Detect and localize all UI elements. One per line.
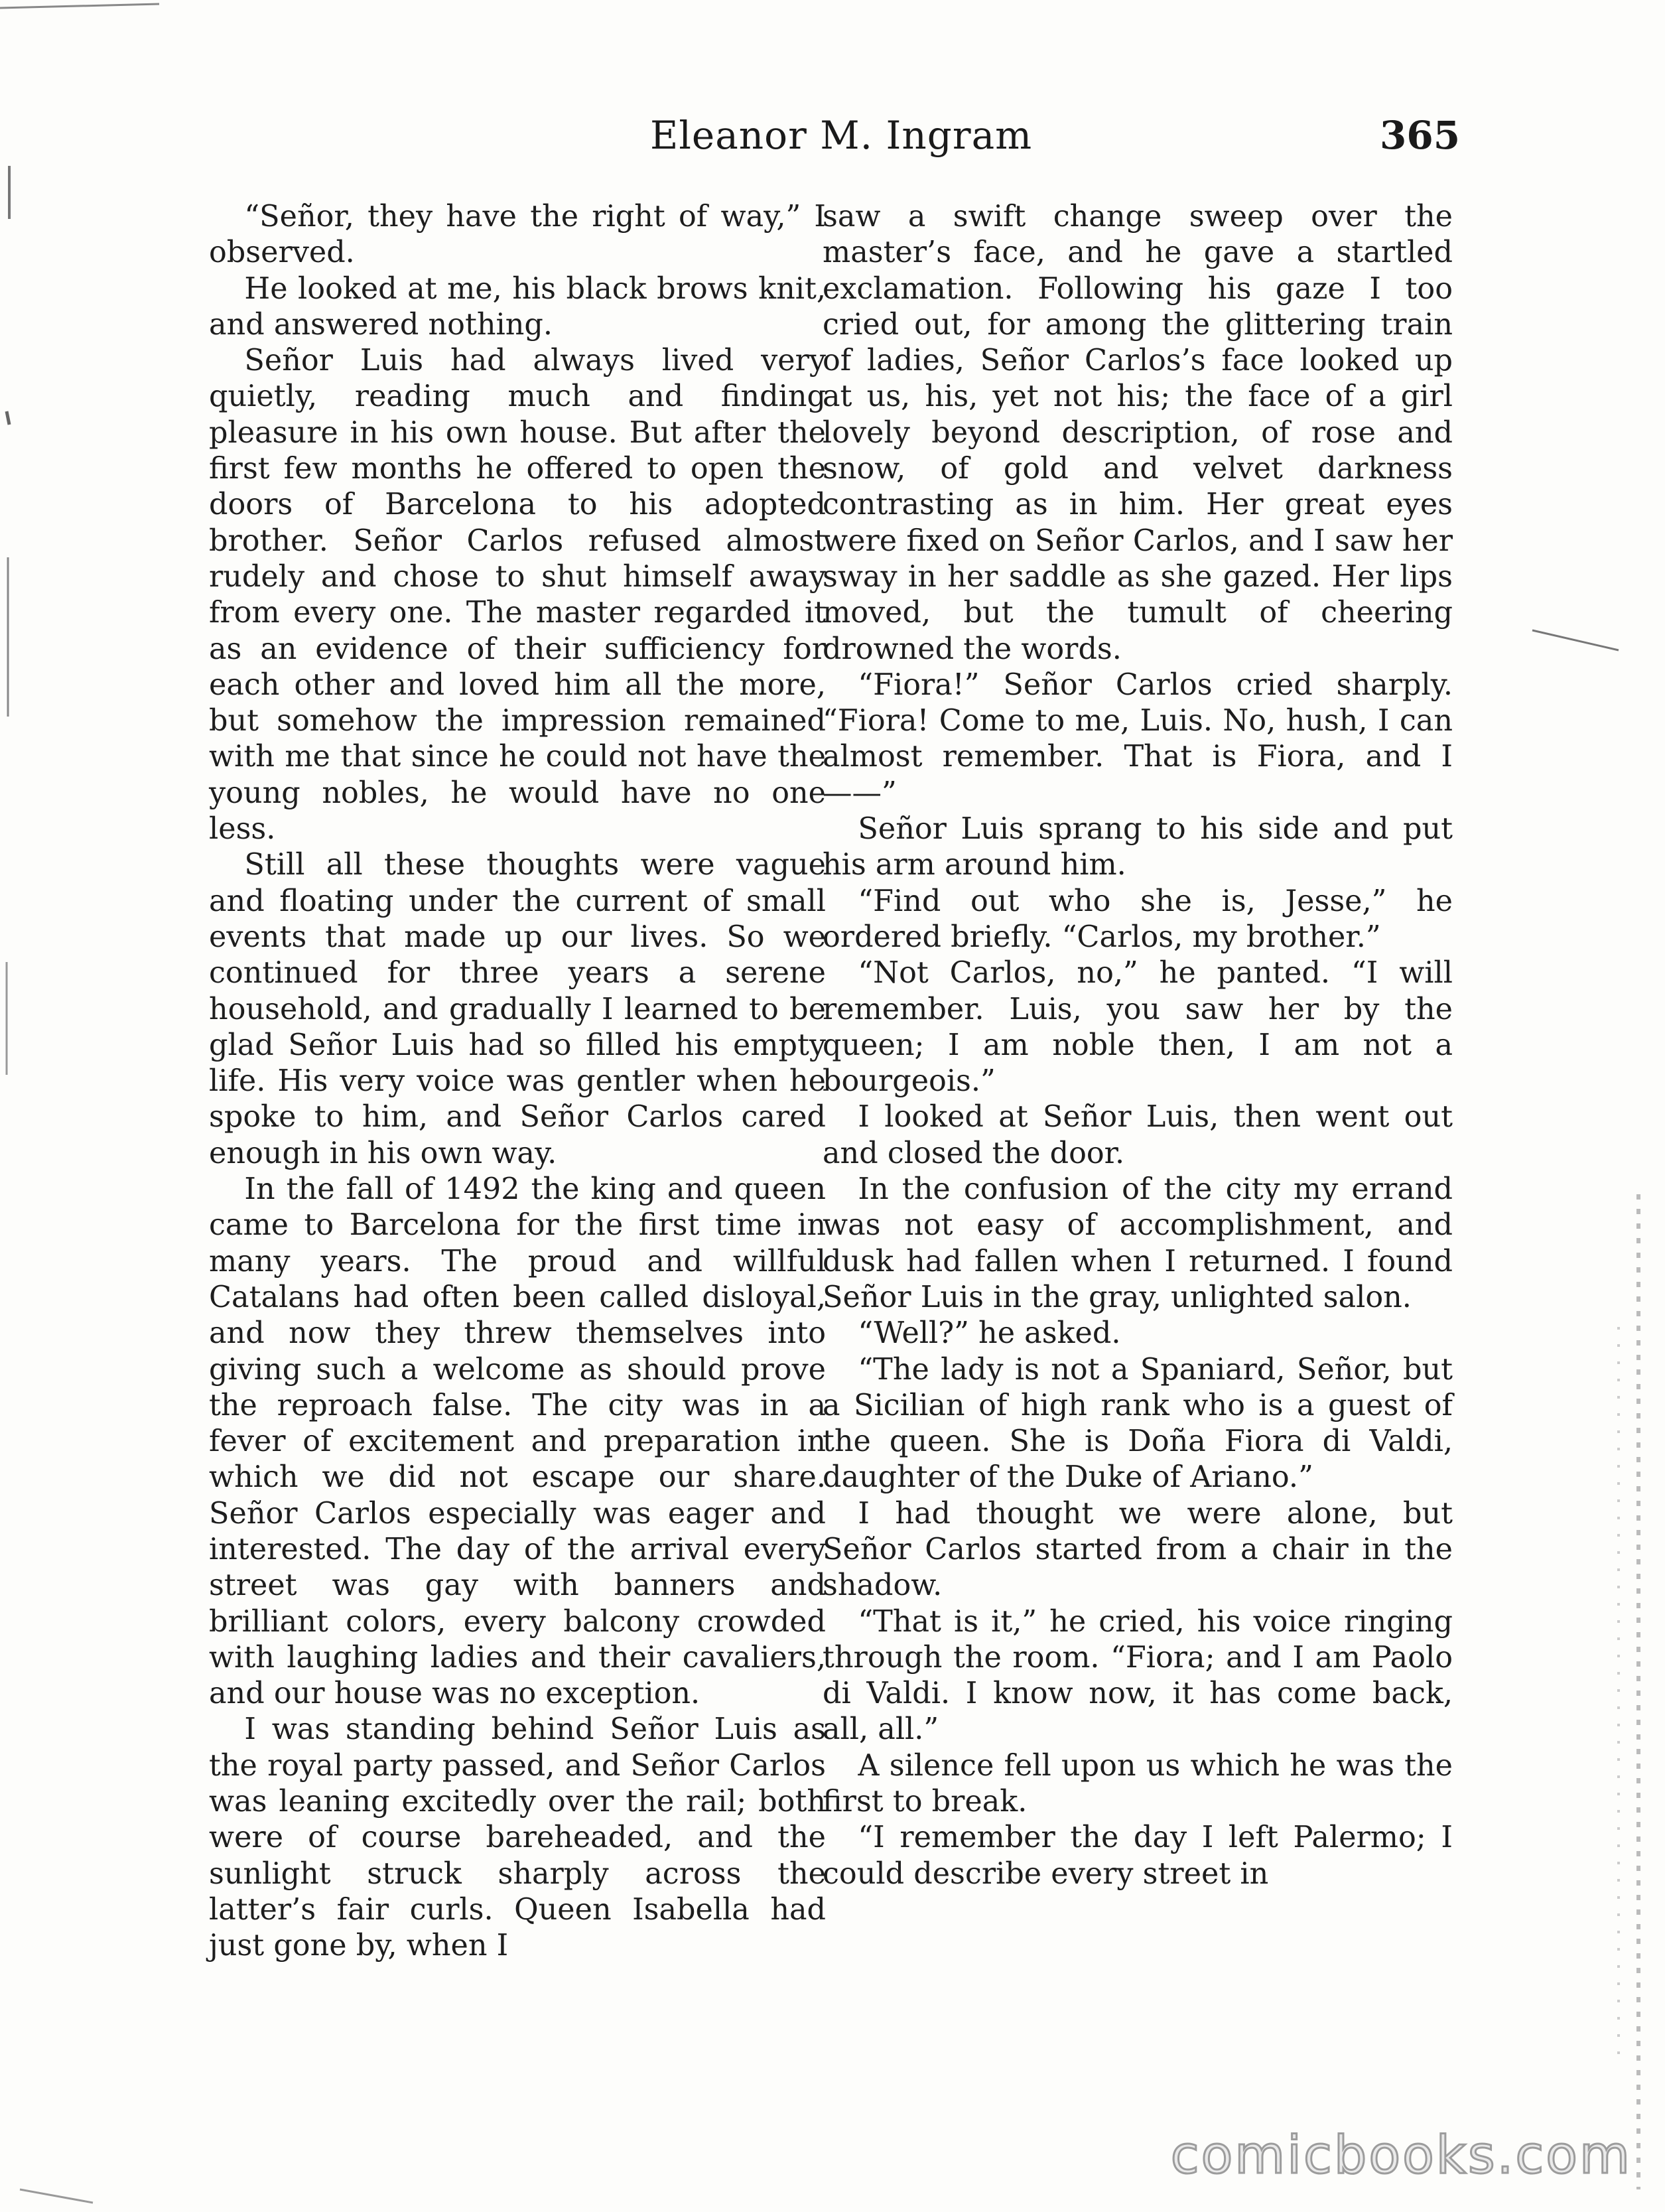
paragraph: In the confusion of the city my errand was not easy of accomplishment, and dusk had fallen when I returned. I found Señor Luis in the gray, unlighted salon. [823, 1172, 1453, 1314]
paragraph: “Fiora!” Señor Carlos cried sharply. “Fiora! Come to me, Luis. No, hush, I can almost remember. That is Fiora, and I——” [823, 667, 1453, 810]
paragraph: Still all these thoughts were vague and floating under the current of small events that made up our lives. So we continued for three years a serene household, and gradually I learned to be glad Señor Luis had so filled his empty life. His very voice was gentler when he spoke to him, and Señor Carlos cared enough in his own way. [209, 848, 826, 1170]
running-head: Eleanor M. Ingram [650, 113, 1033, 158]
paragraph: “Not Carlos, no,” he panted. “I will remember. Luis, you saw her by the queen; I am noble then, I am not a bourgeois.” [823, 956, 1453, 1099]
paragraph: “Find out who she is, Jesse,” he ordered briefly. “Carlos, my brother.” [823, 884, 1453, 954]
paragraph: “I remember the day I left Palermo; I could describe every street in [823, 1821, 1453, 1891]
left-text-column [209, 199, 826, 1965]
paragraph: “That is it,” he cried, his voice ringing through the room. “Fiora; and I am Paolo di Valdi. I know now, it has come back, all, all.” [823, 1604, 1453, 1747]
paragraph: He looked at me, his black brows knit, and answered nothing. [209, 271, 826, 342]
paragraph: saw a swift change sweep over the master’s face, and he gave a startled exclamation. Following his gaze I too cried out, for among the glittering train of ladies, Señor Carlos’s face looked up at us, his, yet not his; the face of a girl lovely beyond description, of rose and snow, of gold and velvet darkness contrasting as in him. Her great eyes were fixed on Señor Carlos, and I saw her sway in her saddle as she gazed. Her lips moved, but the tumult of cheering drowned the words. [823, 200, 1453, 666]
paragraph: In the fall of 1492 the king and queen came to Barcelona for the first time in many years. The proud and willful Catalans had often been called disloyal, and now they threw themselves into giving such a welcome as should prove the reproach false. The city was in a fever of excitement and preparation in which we did not escape our share. Señor Carlos especially was eager and interested. The day of the arrival every street was gay with banners and brilliant colors, every balcony crowded with laughing ladies and their cavaliers, and our house was no exception. [209, 1172, 826, 1711]
paragraph: I was standing behind Señor Luis as the royal party passed, and Señor Carlos was leaning excitedly over the rail; both were of course bareheaded, and the sunlight struck sharply across the latter’s fair curls. Queen Isabella had just gone by, when I [209, 1712, 826, 1963]
paragraph: “Señor, they have the right of way,” I observed. [209, 200, 826, 270]
paragraph: “The lady is not a Spaniard, Señor, but a Sicilian of high rank who is a guest of the queen. She is Doña Fiora di Valdi, daughter of the Duke of Ariano.” [823, 1352, 1453, 1495]
paragraph: I looked at Señor Luis, then went out and closed the door. [823, 1100, 1453, 1170]
right-text-column [823, 199, 1453, 1892]
paragraph: Señor Luis sprang to his side and put his arm around him. [823, 812, 1453, 882]
paragraph: I had thought we were alone, but Señor Carlos started from a chair in the shadow. [823, 1496, 1453, 1603]
paragraph: “Well?” he asked. [858, 1316, 1121, 1351]
site-watermark: comicbooks.com [1170, 2126, 1632, 2185]
page-number: 365 [1380, 113, 1461, 158]
paragraph: A silence fell upon us which he was the first to break. [823, 1748, 1453, 1819]
paragraph: Señor Luis had always lived very quietly, reading much and finding pleasure in his own house. But after the first few months he offered to open the doors of Barcelona to his adopted brother. Señor Carlos refused almost rudely and chose to shut himself away from every one. The master regarded it as an evidence of their sufficiency for each other and loved him all the more, but somehow the impression remained with me that since he could not have the young nobles, he would have no one less. [209, 344, 826, 847]
